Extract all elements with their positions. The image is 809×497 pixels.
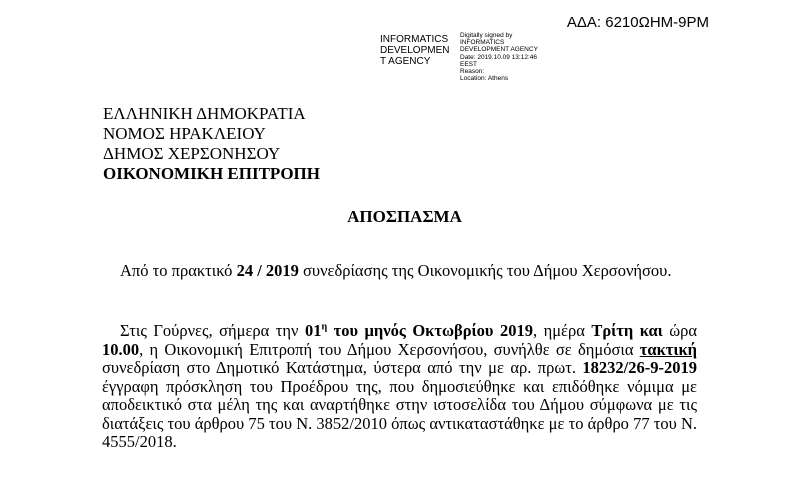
meeting-month: του μηνός Οκτωβρίου 2019 bbox=[327, 321, 533, 340]
signature-detail-line: DEVELOPMENT AGENCY bbox=[460, 46, 538, 54]
text: συνεδρίασης της Οικονομικής του Δήμου Χερσονήσου. bbox=[298, 261, 672, 280]
signature-org-line: INFORMATICS bbox=[380, 34, 449, 45]
text: , ημέρα bbox=[532, 321, 592, 340]
signature-detail-line: Date: 2019.10.09 13:12:46 bbox=[460, 53, 537, 61]
meeting-time: 10.00 bbox=[102, 339, 140, 359]
digital-signature-details bbox=[460, 32, 538, 82]
protocol-number: 18232/26-9-2019 bbox=[582, 358, 697, 377]
header-committee: ΟΙΚΟΝΟΜΙΚΗ ΕΠΙΤΡΟΠΗ bbox=[103, 164, 320, 183]
header-prefecture: ΝΟΜΟΣ ΗΡΑΚΛΕΙΟΥ bbox=[103, 124, 266, 143]
signature-detail-line: Digitally signed by bbox=[460, 32, 513, 39]
document-title: ΑΠΟΣΠΑΣΜΑ bbox=[347, 207, 462, 226]
text: έγγραφη πρόσκληση του Προέδρου της, που δημοσιεύθηκε και επιδόθηκε νόμιμα με αποδεικτικό στα μέλη της και αναρτήθηκε στην ιστοσελίδα του Δήμου σύμφωνα με τις διατάξεις του άρθρου 75 του Ν. 3852/2010 όπως αντικαταστάθηκε με το άρθρο 77 του Ν. 4555/2018. bbox=[102, 376, 697, 451]
paragraph-meeting bbox=[102, 322, 697, 452]
meeting-weekday: Τρίτη και bbox=[591, 321, 663, 340]
text: Στις Γούρνες, σήμερα την bbox=[120, 321, 305, 340]
text: ώρα bbox=[662, 321, 697, 340]
signature-org-line: T AGENCY bbox=[380, 56, 431, 67]
signature-detail-line: Reason: bbox=[460, 68, 485, 76]
text: , η Οικονομική Επιτροπή του Δήμου Χερσονήσου, συνήλθε σε δημόσια bbox=[139, 339, 640, 359]
text: Από το πρακτικό bbox=[120, 261, 237, 280]
paragraph-minutes bbox=[102, 262, 697, 281]
signature-detail-line: Location: Athens bbox=[460, 75, 509, 83]
signature-detail-line: EEST bbox=[460, 60, 477, 68]
signature-detail-line: INFORMATICS bbox=[460, 39, 505, 47]
day-suffix: η bbox=[321, 321, 328, 333]
meeting-type: τακτική bbox=[639, 339, 697, 359]
meeting-day: 01 bbox=[304, 321, 322, 340]
document-header bbox=[103, 104, 320, 184]
digital-signature-org bbox=[380, 34, 458, 67]
header-municipality: ΔΗΜΟΣ ΧΕΡΣΟΝΗΣΟΥ bbox=[103, 144, 281, 163]
minutes-number: 24 / 2019 bbox=[236, 261, 299, 280]
signature-org-line: DEVELOPMEN bbox=[380, 45, 450, 56]
header-country: ΕΛΛΗΝΙΚΗ ΔΗΜΟΚΡΑΤΙΑ bbox=[103, 104, 306, 123]
ada-code: ΑΔΑ: 6210ΩΗΜ-9ΡΜ bbox=[566, 14, 709, 31]
text: συνεδρίαση στο Δημοτικό Κατάστημα, ύστερα από την με αρ. πρωτ. bbox=[102, 358, 583, 377]
